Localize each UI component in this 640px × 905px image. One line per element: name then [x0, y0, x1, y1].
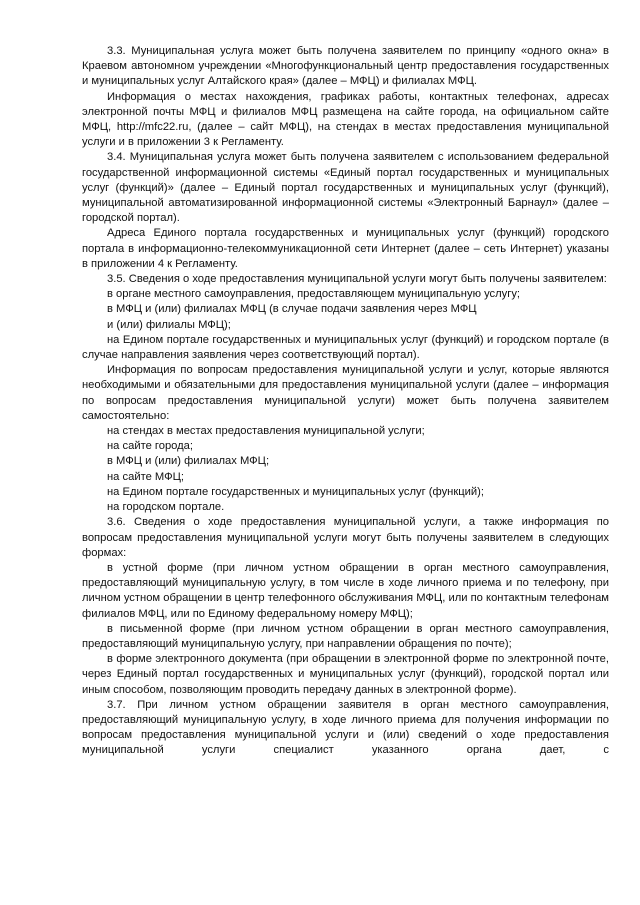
list-item: в письменной форме (при личном устном обращении в орган местного самоуправления, предоставляющий муниципальную услугу, при направлении обращения по почте);	[82, 622, 609, 650]
list-item: в МФЦ и (или) филиалах МФЦ;	[107, 455, 270, 468]
list-item: и (или) филиалы МФЦ);	[107, 318, 231, 331]
list-item: на городском портале.	[107, 501, 225, 514]
paragraph-3-5: 3.5. Сведения о ходе предоставления муниципальной услуги могут быть получены заявителем:	[107, 273, 607, 286]
document-body	[82, 44, 609, 759]
list-item: на Едином портале государственных и муниципальных услуг (функций);	[107, 485, 484, 498]
list-item: в МФЦ и (или) филиалах МФЦ (в случае подачи заявления через МФЦ	[107, 303, 477, 316]
paragraph-3-4: 3.4. Муниципальная услуга может быть получена заявителем с использованием федеральной государственной информационной системы «Единый портал государственных и муниципальных услуг (функций)» (далее – Единый портал государственных и муниципальных услуг (функций), муниципальной автоматизированной информационной системы «Электронный Барнаул» (далее – городской портал).	[82, 151, 609, 225]
list-item: на сайте МФЦ;	[107, 470, 184, 483]
paragraph-3-7: 3.7. При личном устном обращении заявителя в орган местного самоуправления, предоставляющий муниципальную услугу, в ходе личного приема для получения информации по вопросам предоставления муниципальной услуги и (или) сведений о ходе предоставления муниципальной услуги специалист указанного органа дает, с	[82, 698, 609, 757]
list-item: на стендах в местах предоставления муниципальной услуги;	[107, 425, 425, 438]
paragraph-3-3: 3.3. Муниципальная услуга может быть получена заявителем по принципу «одного окна» в Краевом автономном учреждении «Многофункциональный центр предоставления государственных и муниципальных услуг Алтайского края» (далее – МФЦ) и филиалах МФЦ.	[82, 45, 609, 88]
list-item: на Едином портале государственных и муниципальных услуг (функций) и городском портале (в случае направления заявления через соответствующий портал).	[82, 333, 609, 362]
paragraph-mfc-info: Информация о местах нахождения, графиках работы, контактных телефонах, адресах электронной почты МФЦ и филиалов МФЦ размещена на сайте города, на официальном сайте МФЦ, http://mfc22.ru, (далее – сайт МФЦ), на стендах в местах предоставления муниципальной услуги и в приложении 3 к Регламенту.	[82, 90, 609, 149]
list-item: на сайте города;	[107, 440, 194, 453]
list-item: в форме электронного документа (при обращении в электронной форме по электронной почте, через Единый портал государственных и муниципальных услуг (функций), городской портал или иным способом, позволяющим проводить передачу данных в электронной форме).	[82, 653, 609, 696]
list-item: в устной форме (при личном устном обращении в орган местного самоуправления, предоставляющий муниципальную услугу, в том числе в ходе личного приема и по телефону, при личном устном обращении в центр телефонного обслуживания МФЦ, или по контактным телефонам филиалов МФЦ, или по Единому федеральному номеру МФЦ);	[82, 561, 609, 620]
paragraph-info-questions: Информация по вопросам предоставления муниципальной услуги и услуг, которые являются необходимыми и обязательными для предоставления муниципальной услуги (далее – информация по вопросам предоставления муниципальной услуги) может быть получена заявителем самостоятельно:	[82, 364, 609, 422]
list-item: в органе местного самоуправления, предоставляющем муниципальную услугу;	[107, 288, 521, 301]
paragraph-portal-addresses: Адреса Единого портала государственных и муниципальных услуг (функций) городского портала в информационно-телекоммуникационной сети Интернет (далее – сеть Интернет) указаны в приложении 4 к Регламенту.	[82, 227, 609, 270]
paragraph-3-6: 3.6. Сведения о ходе предоставления муниципальной услуги, а также информация по вопросам предоставления муниципальной услуги могут быть получены заявителем в следующих формах:	[82, 516, 609, 559]
